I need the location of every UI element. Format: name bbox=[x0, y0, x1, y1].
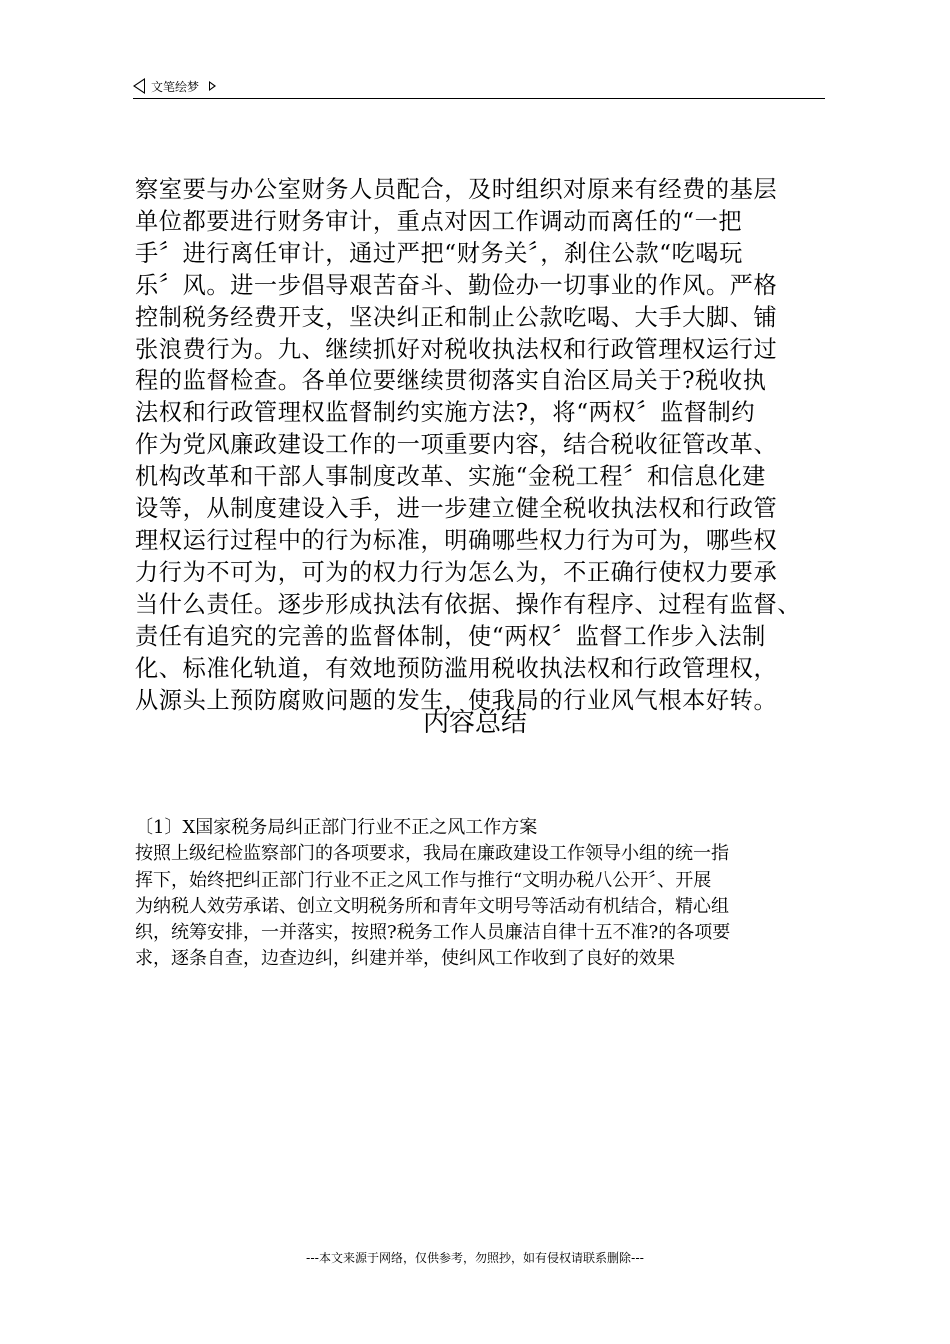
body-line: 乐〞风。进一步倡导艰苦奋斗、勤俭办一切事业的作风。严格 bbox=[135, 271, 778, 299]
triangle-right-icon bbox=[209, 81, 216, 91]
body-line: 控制税务经费开支，坚决纠正和制止公款吃喝、大手大脚、铺 bbox=[135, 303, 778, 331]
body-line: 设等，从制度建设入手，进一步建立健全税收执法权和行政管 bbox=[135, 495, 778, 523]
footer-notice: ---本文来源于网络，仅供参考，勿照抄，如有侵权请联系删除--- bbox=[306, 1251, 644, 1265]
body-line: 察室要与办公室财务人员配合，及时组织对原来有经费的基层 bbox=[135, 176, 778, 203]
body-line: 责任有追究的完善的监督体制，使“两权〞监督工作步入法制 bbox=[135, 622, 766, 650]
summary-line: 为纳税人效劳承诺、创立文明税务所和青年文明号等活动有机结合，精心组 bbox=[135, 895, 729, 917]
summary-line: 按照上级纪检监察部门的各项要求，我局在廉政建设工作领导小组的统一指 bbox=[135, 843, 729, 865]
summary-paragraph bbox=[135, 815, 825, 973]
body-line: 作为党风廉政建设工作的一项重要内容，结合税收征管改革、 bbox=[135, 431, 778, 459]
header-title: 文笔绘梦 bbox=[151, 79, 200, 94]
page-header bbox=[133, 74, 825, 99]
body-line: 化、标准化轨道，有效地预防滥用税收执法权和行政管理权， bbox=[135, 654, 778, 682]
triangle-left-icon bbox=[133, 78, 145, 94]
summary-line: 织，统筹安排，一并落实，按照?税务工作人员廉洁自律十五不准?的各项要 bbox=[135, 922, 731, 944]
body-line: 从源头上预防腐败问题的发生，使我局的行业风气根本好转。 bbox=[135, 686, 778, 714]
body-line: 力行为不可为，可为的权力行为怎么为，不正确行使权力要承 bbox=[135, 558, 778, 586]
body-line: 当什么责任。逐步形成执法有依据、操作有程序、过程有监督、 bbox=[135, 590, 802, 618]
body-line: 机构改革和干部人事制度改革、实施“金税工程〞和信息化建 bbox=[135, 463, 766, 491]
body-line: 张浪费行为。九、继续抓好对税收执法权和行政管理权运行过 bbox=[135, 335, 778, 363]
body-line: 法权和行政管理权监督制约实施方法?，将“两权〞监督制约 bbox=[135, 399, 756, 427]
summary-line: 求，逐条自查，边查边纠，纠建并举，使纠风工作收到了良好的效果 bbox=[135, 948, 675, 970]
body-line: 理权运行过程中的行为标准，明确哪些权力行为可为，哪些权 bbox=[135, 526, 778, 554]
summary-line: 挥下，始终把纠正部门行业不正之风工作与推行“文明办税八公开〞、开展 bbox=[135, 869, 712, 891]
body-line: 程的监督检查。各单位要继续贯彻落实自治区局关于?税收执 bbox=[135, 367, 767, 395]
body-paragraph bbox=[135, 174, 825, 716]
section-title: 内容总结 bbox=[422, 708, 527, 738]
body-line: 手〞进行离任审计，通过严把“财务关〞，刹住公款“吃喝玩 bbox=[135, 239, 743, 267]
summary-heading: 〔1〕X国家税务局纠正部门行业不正之风工作方案 bbox=[135, 817, 538, 838]
body-line: 单位都要进行财务审计，重点对因工作调动而离任的“一把 bbox=[135, 207, 743, 235]
